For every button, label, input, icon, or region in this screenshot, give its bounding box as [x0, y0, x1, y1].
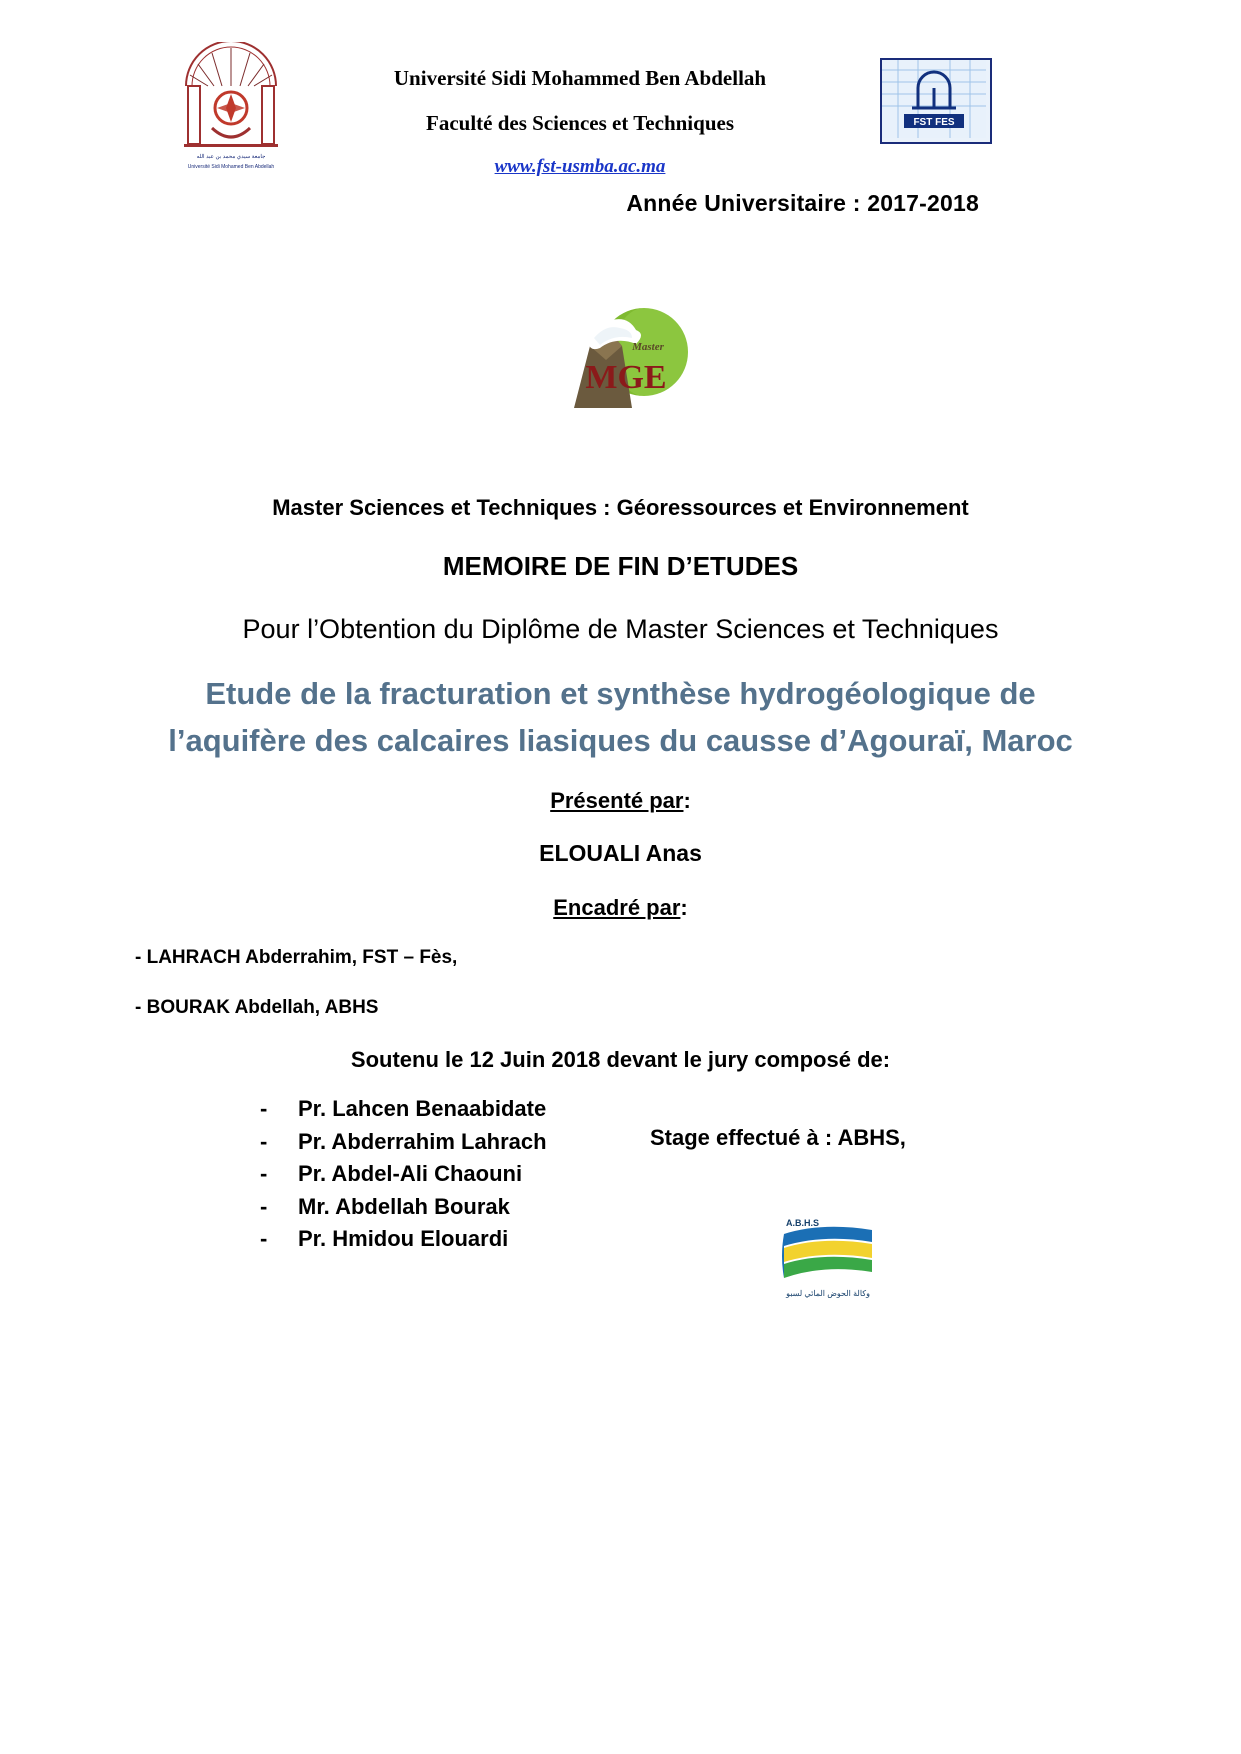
supervised-by-label — [120, 895, 1121, 921]
document-purpose: Pour l’Obtention du Diplôme de Master Sciences et Techniques — [242, 614, 999, 644]
jury-member-name: Pr. Abderrahim Lahrach — [298, 1128, 547, 1154]
jury-member — [260, 1191, 547, 1224]
jury-member — [260, 1126, 547, 1159]
supervised-by-text: Encadré par — [553, 895, 681, 921]
jury-bullet: - — [260, 1193, 268, 1219]
supervisors-list — [135, 947, 1121, 1019]
jury-member — [260, 1158, 547, 1191]
svg-text:Université Sidi Mohamed Ben Ab: Université Sidi Mohamed Ben Abdellah — [187, 164, 275, 170]
abhs-logo-icon — [775, 1211, 881, 1305]
header-institution-block — [300, 66, 860, 178]
usmba-seal-logo-icon — [172, 42, 290, 172]
internship-text: Stage effectué à : ABHS, — [650, 1125, 906, 1151]
jury-member — [260, 1223, 547, 1256]
svg-text:Master: Master — [631, 341, 664, 353]
jury-member-name: Mr. Abdellah Bourak — [298, 1193, 510, 1219]
faculty-name: Faculté des Sciences et Techniques — [426, 111, 734, 136]
jury-bullet: - — [260, 1128, 268, 1154]
defense-line: Soutenu le 12 Juin 2018 devant le jury composé de: — [350, 1047, 891, 1073]
jury-bullet: - — [260, 1226, 268, 1252]
jury-bullet: - — [260, 1161, 268, 1187]
svg-text:FST FES: FST FES — [913, 117, 955, 128]
university-name: Université Sidi Mohammed Ben Abdellah — [393, 66, 767, 90]
fst-fes-logo-icon — [880, 58, 992, 144]
presented-by-text: Présenté par — [550, 788, 684, 814]
svg-text:وكالة الحوض المائي لسبو: وكالة الحوض المائي لسبو — [786, 1289, 870, 1299]
svg-text:MGE: MGE — [584, 359, 667, 396]
jury-bullet: - — [260, 1096, 268, 1122]
document-header — [0, 40, 1241, 180]
supervisor-item: - LAHRACH Abderrahim, FST – Fès, — [135, 947, 458, 969]
document-body — [120, 495, 1121, 1299]
presented-by-label — [120, 788, 1121, 814]
author-name: ELOUALI Anas — [539, 840, 702, 867]
jury-member-name: Pr. Abdel-Ali Chaouni — [298, 1161, 523, 1187]
jury-and-internship-row — [120, 1093, 1121, 1299]
svg-text:جامعة سيدي محمد بن عبد الله: جامعة سيدي محمد بن عبد الله — [196, 154, 266, 160]
jury-member — [260, 1093, 547, 1126]
program-name: Master Sciences et Techniques : Géoressources et Environnement — [272, 495, 969, 520]
thesis-title: Etude de la fracturation et synthèse hydrogéologique de l’aquifère des calcaires liasiques du causse d’Agouraï, Maroc — [168, 676, 1073, 758]
jury-member-name: Pr. Hmidou Elouardi — [298, 1226, 509, 1252]
supervisor-item: - BOURAK Abdellah, ABHS — [135, 997, 379, 1019]
presented-by-colon: : — [683, 788, 691, 814]
mge-logo-icon — [536, 290, 706, 430]
academic-year: Année Universitaire : 2017-2018 — [626, 190, 979, 216]
jury-member-name: Pr. Lahcen Benaabidate — [298, 1096, 547, 1122]
jury-list — [260, 1093, 547, 1256]
svg-text:A.B.H.S: A.B.H.S — [786, 1218, 820, 1229]
faculty-website-link[interactable]: www.fst-usmba.ac.ma — [494, 156, 666, 178]
supervised-by-colon: : — [680, 895, 688, 921]
document-type: MEMOIRE DE FIN D’ETUDES — [442, 551, 799, 581]
mge-logo-area — [0, 290, 1241, 430]
